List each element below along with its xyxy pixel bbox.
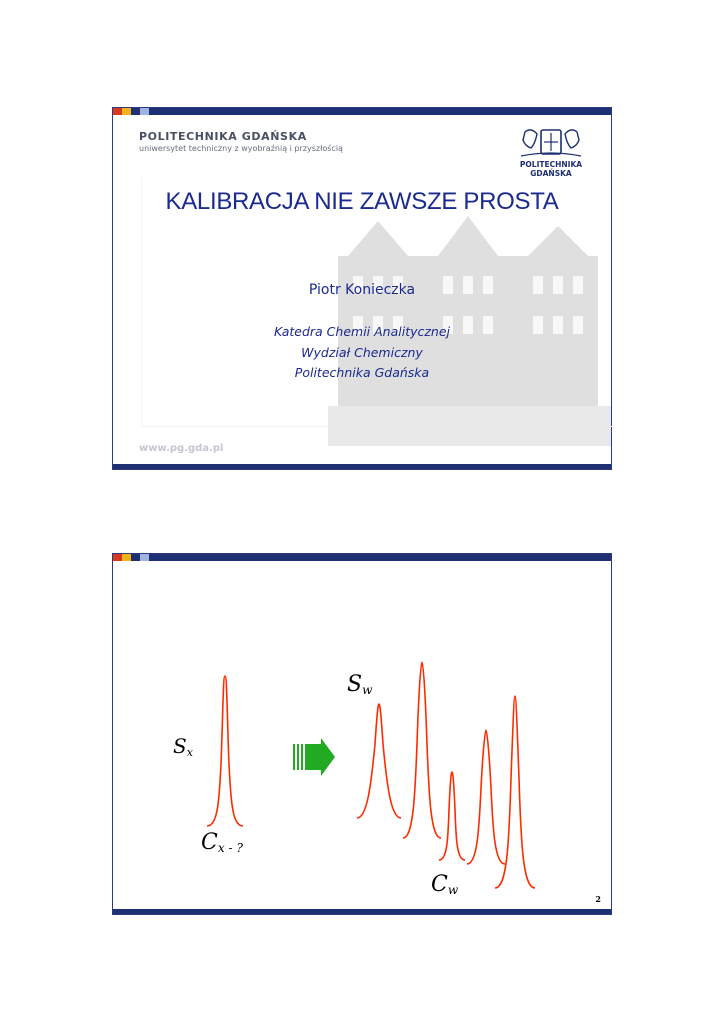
sample-peak xyxy=(207,676,243,826)
accent-square-lightblue xyxy=(140,108,149,115)
standard-peak-2 xyxy=(403,662,441,838)
logo-text-line1: POLITECHNIKA xyxy=(519,160,583,169)
slide-title: KALIBRACJA NIE ZAWSZE PROSTA xyxy=(165,188,559,215)
standard-peak-3 xyxy=(439,772,465,860)
website-url: www.pg.gda.pl xyxy=(139,443,224,454)
sw-label-main: S xyxy=(347,672,363,697)
cx-label-sub: x - ? xyxy=(217,841,243,856)
author-name: Piotr Konieczka xyxy=(308,282,416,298)
title-slide xyxy=(112,107,612,470)
affiliation-faculty: Wydział Chemiczny xyxy=(301,345,423,360)
accent-square-yellow xyxy=(122,108,131,115)
sw-label xyxy=(347,672,372,697)
sw-label-sub: w xyxy=(362,683,373,698)
institution-name: POLITECHNIKA GDAŃSKA xyxy=(139,130,307,143)
standard-peak-5 xyxy=(495,696,535,888)
standard-peak-4 xyxy=(467,730,505,864)
top-bar xyxy=(113,108,611,115)
bottom-bar xyxy=(113,909,611,914)
sx-label xyxy=(173,734,193,759)
sx-label-sub: x xyxy=(186,745,193,759)
accent-square-blue xyxy=(131,108,140,115)
standard-peak-1 xyxy=(357,704,401,818)
cw-label xyxy=(431,872,458,897)
bottom-bar xyxy=(113,464,611,469)
page-number: 2 xyxy=(595,894,601,904)
university-logo xyxy=(511,126,591,178)
right-arrow-icon xyxy=(293,738,335,776)
affiliation-university: Politechnika Gdańska xyxy=(294,365,430,380)
institution-tagline: uniwersytet techniczny z wyobraźnią i przyszłością xyxy=(139,144,343,153)
crest-icon xyxy=(511,126,591,160)
logo-text xyxy=(511,160,591,178)
affiliation-department: Katedra Chemii Analitycznej xyxy=(273,324,451,339)
cx-label xyxy=(201,830,243,855)
calibration-slide xyxy=(112,553,612,915)
cw-label-main: C xyxy=(431,872,448,897)
cx-label-main: C xyxy=(201,830,218,855)
sx-label-main: S xyxy=(173,734,187,758)
accent-square-red xyxy=(113,108,122,115)
logo-text-line2: GDAŃSKA xyxy=(530,169,572,178)
cw-label-sub: w xyxy=(447,883,459,898)
